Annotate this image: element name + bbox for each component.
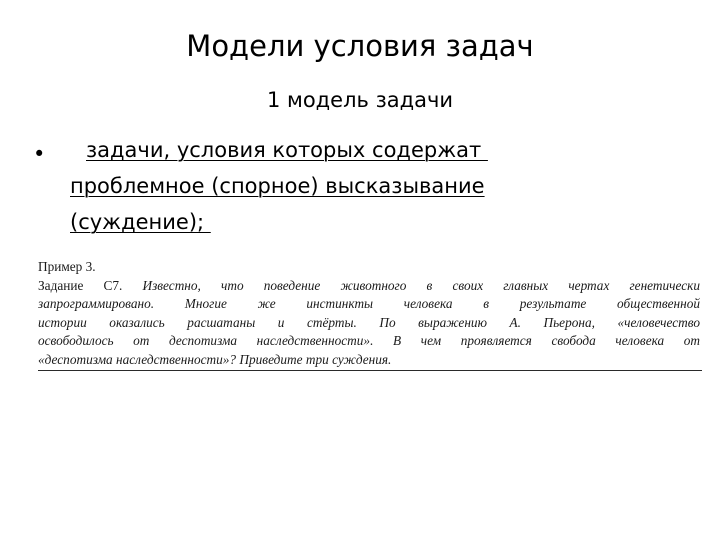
divider-line	[38, 370, 702, 371]
example-line	[38, 277, 700, 296]
example-heading: Пример 3.	[38, 259, 96, 274]
slide-subtitle: 1 модель задачи	[266, 88, 454, 112]
bullet-text	[70, 132, 660, 240]
bullet-line	[70, 168, 660, 204]
bullet-line	[70, 204, 660, 240]
bullet-line-text: проблемное (спорное) высказывание	[70, 174, 485, 198]
example-block	[38, 258, 700, 370]
example-line: освободилось от деспотизма наследственности». В чем проявляется свобода человека от	[38, 333, 700, 349]
task-label: Задание С7.	[38, 277, 123, 293]
example-line-text: Известно, что поведение животного в своих главных чертах генетически	[122, 277, 700, 293]
example-line: истории оказались расшатаны и стёрты. По выражению А. Пьерона, «человечество	[38, 314, 700, 330]
example-line: «деспотизма наследственности»? Приведите три суждения.	[38, 351, 392, 367]
bullet-marker: •	[33, 142, 46, 166]
example-line: запрограммировано. Многие же инстинкты человека в результате общественной	[38, 296, 700, 312]
slide-title: Модели условия задач	[186, 29, 534, 63]
bullet-line-text: задачи, условия которых содержат	[86, 138, 488, 162]
bullet-line-text: (суждение);	[70, 210, 211, 234]
bullet-line	[70, 132, 660, 168]
